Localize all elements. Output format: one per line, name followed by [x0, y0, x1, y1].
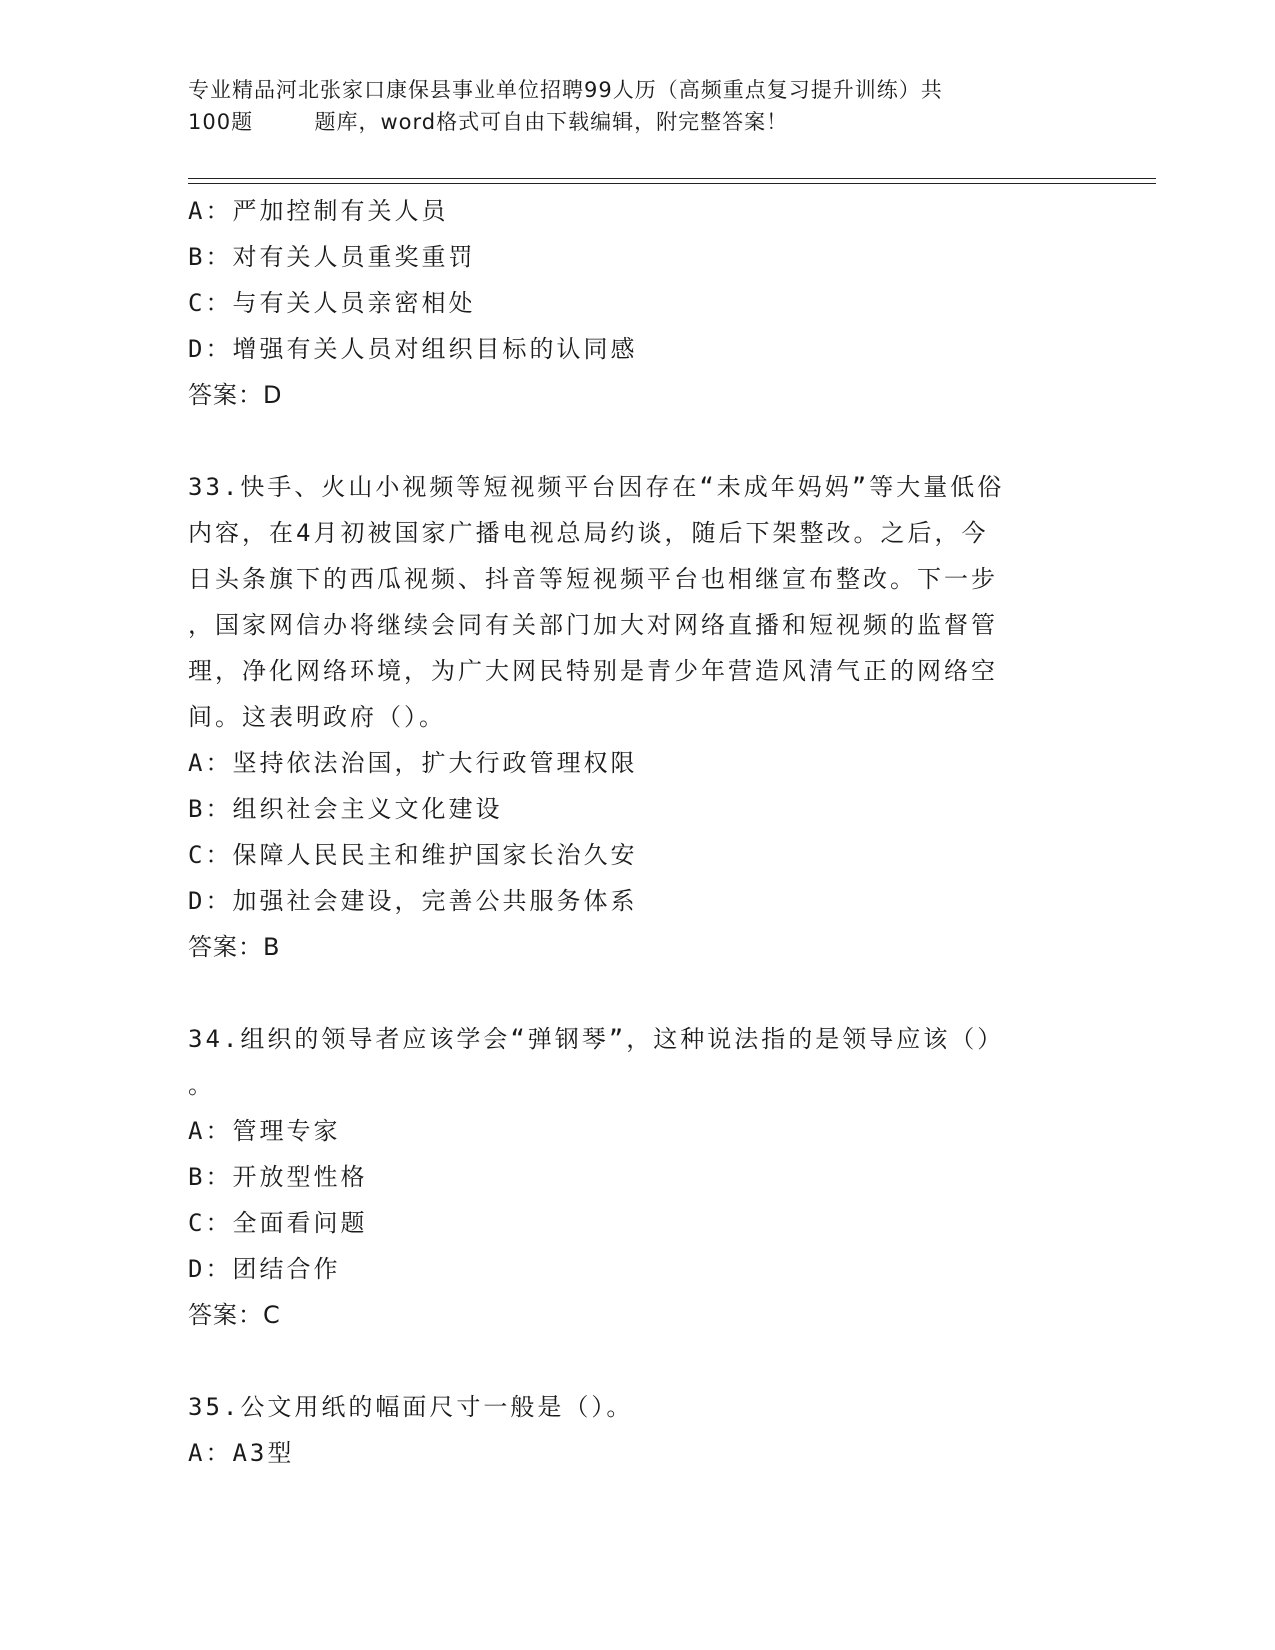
question-text-line: 34.组织的领导者应该学会“弹钢琴”，这种说法指的是领导应该（） [188, 1025, 1005, 1053]
answer-line: 答案：C [188, 1301, 281, 1329]
option-c: C：保障人民民主和维护国家长治久安 [188, 841, 638, 869]
header-divider-top [188, 178, 1156, 179]
question-text-line: ，国家网信办将继续会同有关部门加大对网络直播和短视频的监督管 [188, 611, 998, 639]
spacer [188, 1338, 1088, 1384]
option-b: B：组织社会主义文化建设 [188, 795, 503, 823]
question-32-continued [188, 188, 1088, 418]
question-34 [188, 1016, 1088, 1338]
option-a: A：严加控制有关人员 [188, 197, 449, 225]
option-b: B：开放型性格 [188, 1163, 368, 1191]
option-a: A：坚持依法治国，扩大行政管理权限 [188, 749, 638, 777]
document-header [188, 74, 1088, 138]
question-text-line: 理，净化网络环境，为广大网民特别是青少年营造风清气正的网络空 [188, 657, 998, 685]
question-35 [188, 1384, 1088, 1476]
question-text-line: 。 [188, 1071, 215, 1099]
question-text-line: 35.公文用纸的幅面尺寸一般是（）。 [188, 1393, 634, 1421]
option-c: C：与有关人员亲密相处 [188, 289, 476, 317]
question-content [188, 188, 1088, 1476]
question-text-line: 间。这表明政府（）。 [188, 703, 446, 731]
option-d: D：加强社会建设，完善公共服务体系 [188, 887, 638, 915]
spacer [188, 970, 1088, 1016]
answer-line: 答案：D [188, 381, 283, 409]
option-d: D：团结合作 [188, 1255, 341, 1283]
option-a: A：管理专家 [188, 1117, 341, 1145]
header-title-line-2: 100题 题库，word格式可自由下载编辑，附完整答案！ [188, 110, 789, 134]
option-d: D：增强有关人员对组织目标的认同感 [188, 335, 638, 363]
answer-line: 答案：B [188, 933, 281, 961]
question-text-line: 内容，在4月初被国家广播电视总局约谈，随后下架整改。之后，今 [188, 519, 989, 547]
option-a: A：A3型 [188, 1439, 295, 1467]
option-c: C：全面看问题 [188, 1209, 368, 1237]
header-title-line-1: 专业精品河北张家口康保县事业单位招聘99人历（高频重点复习提升训练）共 [188, 78, 943, 102]
question-text-line: 日头条旗下的西瓜视频、抖音等短视频平台也相继宣布整改。下一步 [188, 565, 998, 593]
question-33 [188, 464, 1088, 970]
spacer [188, 418, 1088, 464]
question-text-line: 33.快手、火山小视频等短视频平台因存在“未成年妈妈”等大量低俗 [188, 473, 1005, 501]
header-divider-bottom [188, 183, 1156, 184]
option-b: B：对有关人员重奖重罚 [188, 243, 476, 271]
